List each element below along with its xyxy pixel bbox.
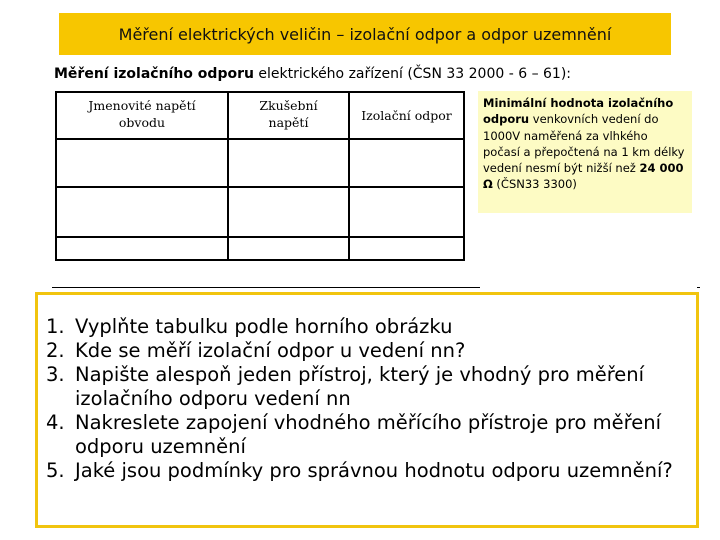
table-cell[interactable] <box>56 139 228 187</box>
header-insulation-resistance-label: Izolační odpor <box>361 107 452 123</box>
divider-line <box>52 287 480 288</box>
note-value: 24 000 Ω <box>483 161 684 192</box>
section-heading-rest: elektrického zařízení (ČSN 33 2000 - 6 – 61): <box>253 66 572 82</box>
table-cell[interactable] <box>228 237 349 260</box>
section-heading <box>54 66 571 82</box>
question-number: 3. <box>46 363 65 386</box>
table-cell[interactable] <box>56 187 228 237</box>
info-note <box>478 91 692 213</box>
list-item <box>38 459 696 483</box>
list-item <box>38 411 696 459</box>
list-item <box>38 339 696 363</box>
table-row <box>56 187 464 237</box>
measurement-table <box>55 91 465 261</box>
table-cell[interactable] <box>228 139 349 187</box>
note-bold: Minimální hodnota izolačního odporu <box>483 96 674 127</box>
note-text: venkovních vedení do 1000V naměřená za vlhkého počasí a přepočtená na 1 km délky vedení nesmí být nižší než <box>483 112 685 176</box>
table-cell[interactable] <box>349 237 464 260</box>
table-cell[interactable] <box>349 187 464 237</box>
list-item <box>38 363 696 411</box>
title-banner <box>59 13 671 55</box>
questions-box <box>35 292 699 528</box>
questions-list <box>38 295 696 483</box>
section-heading-bold: Měření izolačního odporu <box>54 66 254 82</box>
table-row <box>56 139 464 187</box>
header-test-voltage <box>228 92 349 139</box>
question-number: 5. <box>46 459 65 482</box>
table-cell[interactable] <box>349 139 464 187</box>
table-row <box>56 237 464 260</box>
header-nominal-voltage-label: Jmenovité napětí obvodu <box>88 98 196 130</box>
divider-tick <box>697 287 700 288</box>
page-title: Měření elektrických veličin – izolační odpor a odpor uzemnění <box>118 24 612 44</box>
question-number: 2. <box>46 339 65 362</box>
note-norm: (ČSN33 3300) <box>492 177 577 192</box>
question-text: Vyplňte tabulku podle horního obrázku <box>75 315 453 338</box>
header-insulation-resistance <box>349 92 464 139</box>
table-cell[interactable] <box>56 237 228 260</box>
table-cell[interactable] <box>228 187 349 237</box>
list-item <box>38 315 696 339</box>
question-text: Jaké jsou podmínky pro správnou hodnotu odporu uzemnění? <box>75 459 673 482</box>
question-number: 4. <box>46 411 65 434</box>
table-header-row <box>56 92 464 139</box>
question-number: 1. <box>46 315 65 338</box>
header-nominal-voltage <box>56 92 228 139</box>
header-test-voltage-label: Zkušební napětí <box>259 98 318 130</box>
question-text: Napište alespoň jeden přístroj, který je vhodný pro měření izolačního odporu vedení nn <box>75 363 645 410</box>
question-text: Nakreslete zapojení vhodného měřícího přístroje pro měření odporu uzemnění <box>75 411 662 458</box>
question-text: Kde se měří izolační odpor u vedení nn? <box>75 339 466 362</box>
